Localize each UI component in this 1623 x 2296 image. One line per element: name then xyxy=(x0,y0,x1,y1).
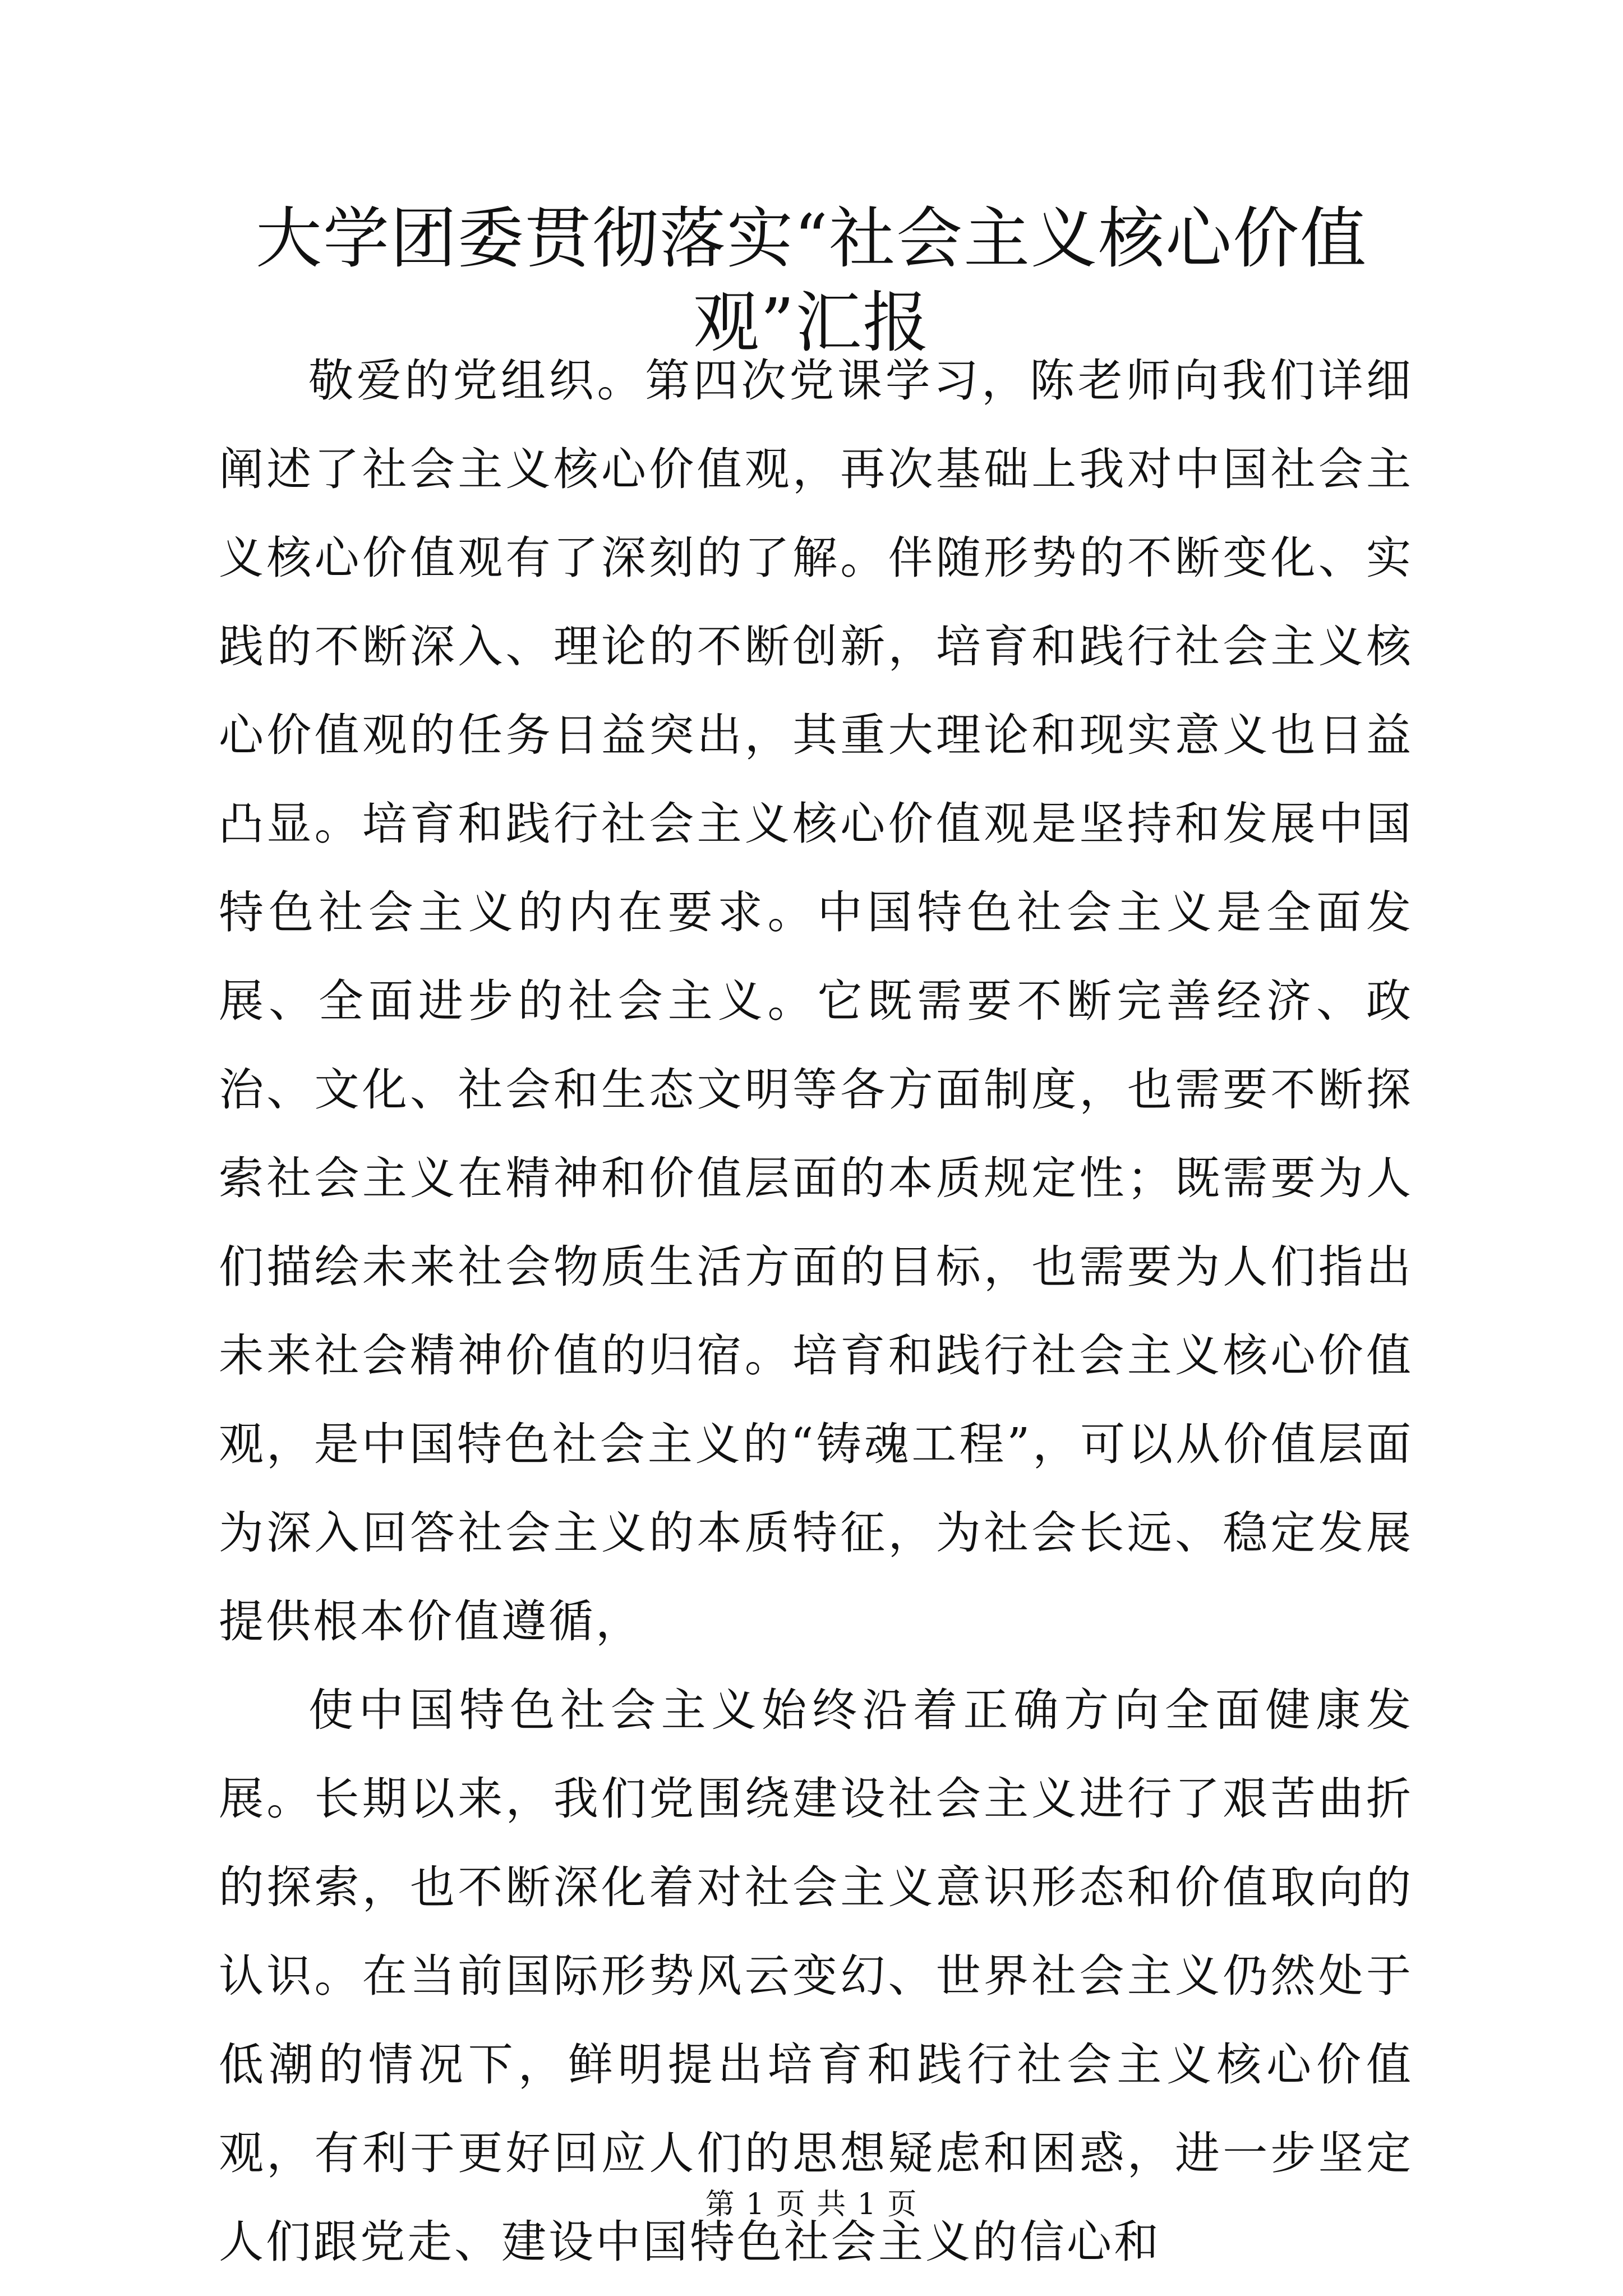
document-body xyxy=(219,337,1413,2286)
body-paragraph-1: 敬爱的党组织。第四次党课学习，陈老师向我们详细阐述了社会主义核心价值观，再次基础上我对中国社会主义核心价值观有了深刻的了解。伴随形势的不断变化、实践的不断深入、理论的不断创新，培育和践行社会主义核心价值观的任务日益突出，其重大理论和现实意义也日益凸显。培育和践行社会主义核心价值观是坚持和发展中国特色社会主义的内在要求。中国特色社会主义是全面发展、全面进步的社会主义。它既需要不断完善经济、政治、文化、社会和生态文明等各方面制度，也需要不断探索社会主义在精神和价值层面的本质规定性；既需要为人们描绘未来社会物质生活方面的目标，也需要为人们指出未来社会精神价值的归宿。培育和践行社会主义核心价值观，是中国特色社会主义的“铸魂工程”，可以从价值层面为深入回答社会主义的本质特征，为社会长远、稳定发展提供根本价值遵循， xyxy=(219,355,1413,1648)
body-paragraph-2: 使中国特色社会主义始终沿着正确方向全面健康发展。长期以来，我们党围绕建设社会主义进行了艰苦曲折的探索，也不断深化着对社会主义意识形态和价值取向的认识。在当前国际形势风云变幻、世界社会主义仍然处于低潮的情况下，鲜明提出培育和践行社会主义核心价值观，有利于更好回应人们的思想疑虑和困惑，进一步坚定人们跟党走、建设中国特色社会主义的信心和 xyxy=(219,1684,1413,2268)
page-footer xyxy=(0,2185,1623,2224)
document-title: 大学团委贯彻落实“社会主义核心价值观”汇报 xyxy=(255,200,1368,361)
page-number-label: 第 1 页 共 1 页 xyxy=(705,2188,918,2221)
